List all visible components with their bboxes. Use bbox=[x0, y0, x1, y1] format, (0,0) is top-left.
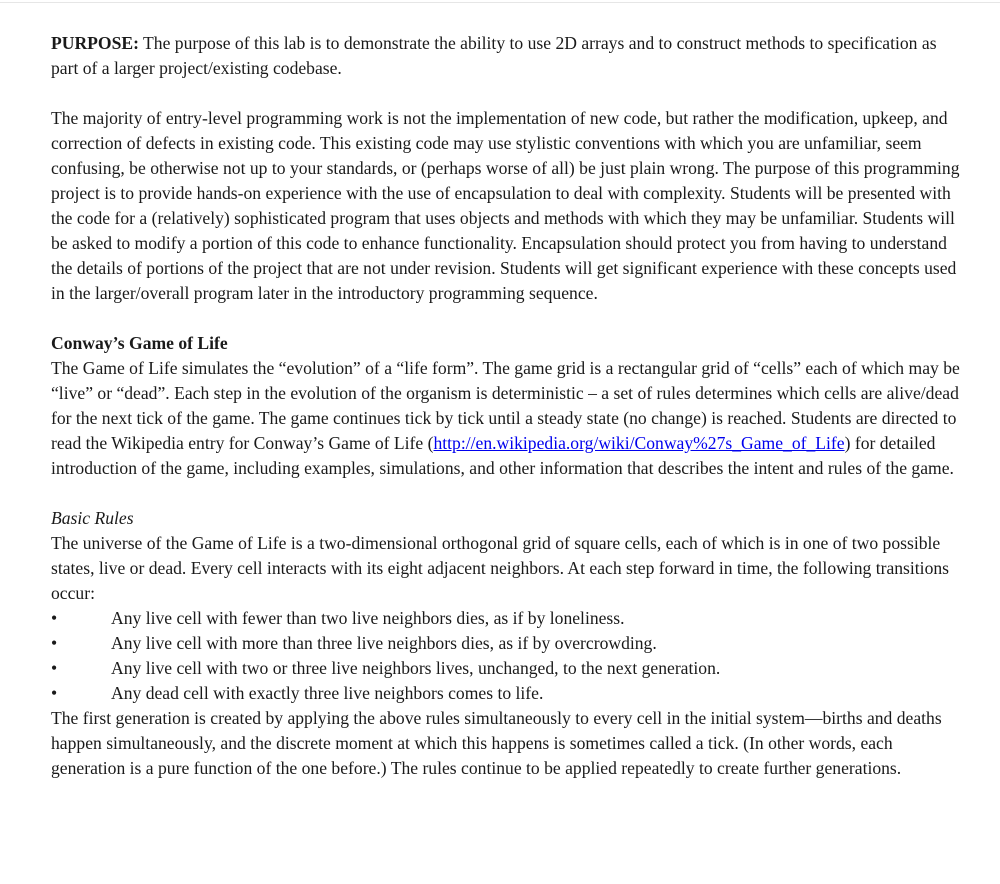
wikipedia-link[interactable]: http://en.wikipedia.org/wiki/Conway%27s_Game_of_Life bbox=[433, 433, 845, 453]
conway-text-before-link: The Game of Life simulates the “evolution” of a “life form”. The game grid is a rectangular grid of “cells” each of which may be “live” or “dead”. Each step in the evolution of the organism is deterministic – a set of rules determines which cells are alive/dead for the next tick of the game. The game continues tick by tick until a steady state (no change) is reached. Students are directed to read the Wikipedia entry for Conway’s Game of Life ( bbox=[51, 358, 960, 453]
list-item bbox=[51, 656, 961, 681]
document-page bbox=[51, 31, 961, 781]
basic-rules-closing: The first generation is created by applying the above rules simultaneously to every cell in the initial system—births and deaths happen simultaneously, and the discrete moment at which this happens is sometimes called a tick. (In other words, each generation is a pure function of the one before.) The rules continue to be applied repeatedly to create further generations. bbox=[51, 708, 942, 778]
rules-list bbox=[51, 606, 961, 706]
bullet-icon: • bbox=[51, 658, 58, 678]
rule-text: Any dead cell with exactly three live neighbors comes to life. bbox=[111, 683, 544, 703]
rule-text: Any live cell with fewer than two live neighbors dies, as if by loneliness. bbox=[111, 608, 625, 628]
conway-paragraph bbox=[51, 356, 961, 481]
basic-rules-intro: The universe of the Game of Life is a two-dimensional orthogonal grid of square cells, each of which is in one of two possible states, live or dead. Every cell interacts with its eight adjacent neighbors. At each step forward in time, the following transitions occur: bbox=[51, 533, 950, 603]
basic-rules-heading: Basic Rules bbox=[51, 508, 134, 528]
bullet-icon: • bbox=[51, 633, 58, 653]
purpose-label: PURPOSE: bbox=[51, 33, 139, 53]
spacer bbox=[51, 81, 961, 106]
purpose-text: The purpose of this lab is to demonstrate the ability to use 2D arrays and to construct methods to specification as part of a larger project/existing codebase. bbox=[51, 33, 937, 78]
intro-paragraph: The majority of entry-level programming work is not the implementation of new code, but rather the modification, upkeep, and correction of defects in existing code. This existing code may use stylistic conventions with which you are unfamiliar, seem confusing, be otherwise not up to your standards, or (perhaps worse of all) be just plain wrong. The purpose of this programming project is to provide hands-on experience with the use of encapsulation to deal with complexity. Students will be presented with the code for a (relatively) sophisticated program that uses objects and methods with which they may be unfamiliar. Students will be asked to modify a portion of this code to enhance functionality. Encapsulation should protect you from having to understand the details of portions of the project that are not under revision. Students will get significant experience with these concepts used in the larger/overall program later in the introductory programming sequence. bbox=[51, 108, 960, 303]
bullet-icon: • bbox=[51, 683, 58, 703]
conway-heading: Conway’s Game of Life bbox=[51, 333, 228, 353]
purpose-paragraph bbox=[51, 31, 961, 81]
spacer bbox=[51, 481, 961, 506]
list-item bbox=[51, 606, 961, 631]
rule-text: Any live cell with two or three live neighbors lives, unchanged, to the next generation. bbox=[111, 658, 721, 678]
rule-text: Any live cell with more than three live neighbors dies, as if by overcrowding. bbox=[111, 633, 657, 653]
top-divider bbox=[0, 2, 1000, 3]
conway-text-after-link: ) for detailed introduction of the game, including examples, simulations, and other information that describes the intent and rules of the game. bbox=[51, 433, 954, 478]
spacer bbox=[51, 306, 961, 331]
list-item bbox=[51, 681, 961, 706]
list-item bbox=[51, 631, 961, 656]
bullet-icon: • bbox=[51, 608, 58, 628]
